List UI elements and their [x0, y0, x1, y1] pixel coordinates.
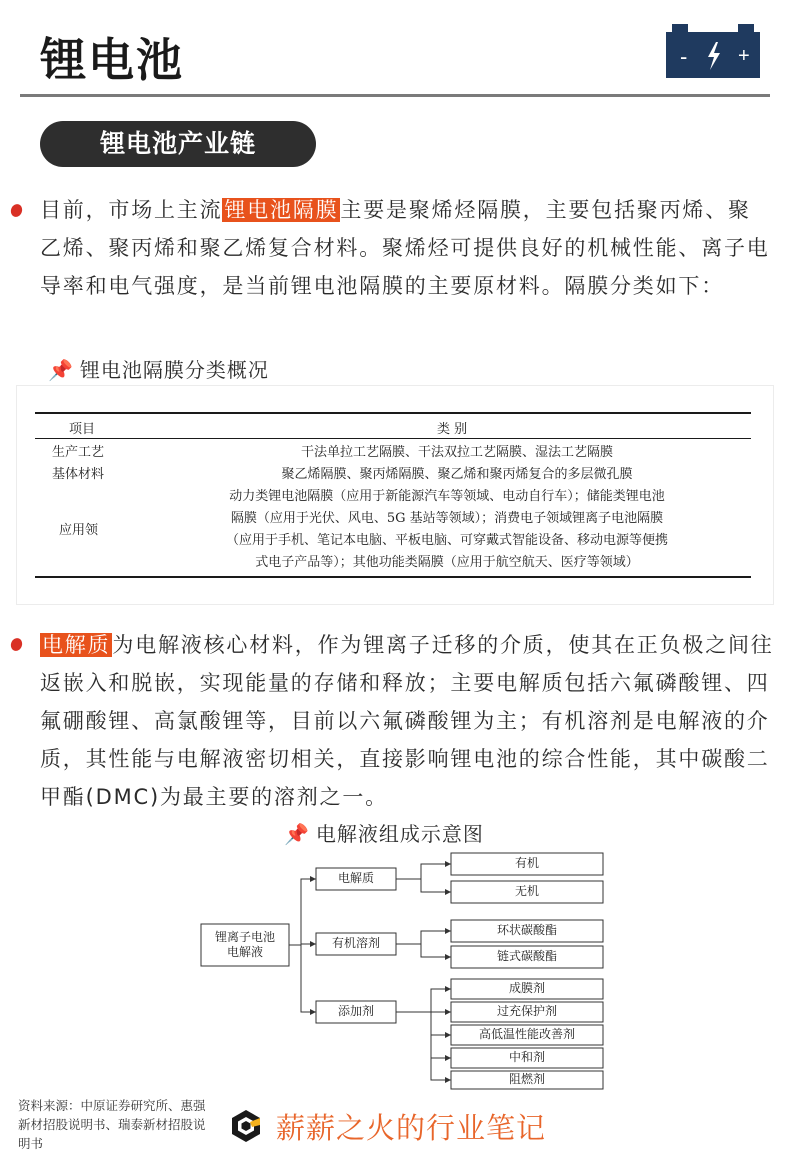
table-row-value-line: 式电子产品等）；其他功能类隔膜（应用于航空航天、医疗等领域）: [255, 555, 639, 570]
diagram-root-node: 锂离子电池 电解液: [214, 930, 275, 959]
paragraph-electrolyte: [40, 626, 774, 816]
paragraph-separator: [40, 191, 770, 305]
paragraph-text: 主要是聚烯烃隔膜，主要包括聚丙烯、聚乙烯、聚丙烯和聚乙烯复合材料。聚烯烃可提供良好的机械性能、离子电导率和电气强度，是当前锂电池隔膜的主要原材料。隔膜分类如下：: [40, 198, 770, 298]
highlight-keyword: 电解质: [42, 633, 111, 657]
bullet-dot-icon: [9, 637, 24, 653]
diagram-leaf-node: 有机: [514, 856, 539, 870]
diagram-leaf-node: 过充保护剂: [496, 1004, 557, 1018]
caption-text: 电解液组成示意图: [315, 822, 484, 846]
pushpin-icon: 📌: [284, 822, 310, 846]
table-bottom-rule: [35, 576, 751, 578]
separator-table: [17, 386, 773, 604]
diagram-branch-node: 有机溶剂: [331, 936, 380, 950]
page-title: 锂电池: [40, 33, 184, 87]
table-row-value: 干法单拉工艺隔膜、干法双拉工艺隔膜、湿法工艺隔膜: [300, 445, 613, 460]
battery-icon: [666, 22, 760, 80]
table-row-value: 聚乙烯隔膜、聚丙烯隔膜、聚乙烯和聚丙烯复合的多层微孔膜: [281, 467, 633, 482]
table-row-label: 基体材料: [52, 467, 105, 482]
table-row-value-line: 动力类锂电池隔膜（应用于新能源汽车等领域、电动自行车）；储能类锂电池: [229, 489, 665, 504]
diagram-branch-node: 电解质: [337, 871, 374, 885]
figure-caption: [48, 354, 269, 383]
highlight-keyword: 锂电池隔膜: [224, 198, 339, 222]
section-pill: 锂电池产业链: [40, 121, 316, 167]
electrolyte-diagram: [183, 852, 607, 1090]
table-header-rule: [35, 438, 751, 439]
table-row-label: 生产工艺: [52, 445, 105, 460]
pushpin-icon: 📌: [48, 358, 74, 382]
caption-text: 锂电池隔膜分类概况: [79, 358, 269, 382]
diagram-leaf-node: 阻燃剂: [508, 1072, 545, 1086]
paragraph-text: 目前，市场上主流: [40, 198, 223, 222]
diagram-leaf-node: 成膜剂: [508, 981, 545, 995]
table-row-label: 应用领: [59, 523, 99, 538]
diagram-branch-node: 添加剂: [337, 1004, 374, 1018]
diagram-leaf-node: 无机: [514, 884, 539, 898]
header-divider: [20, 94, 770, 97]
diagram-leaf-node: 环状碳酸酯: [496, 923, 557, 937]
brand-name: 薪薪之火的行业笔记: [276, 1111, 547, 1145]
table-header: 项目: [69, 422, 96, 437]
figure-caption: [284, 818, 484, 847]
diagram-leaf-node: 链式碳酸酯: [496, 949, 557, 963]
table-top-rule: [35, 412, 751, 414]
diagram-leaf-node: 中和剂: [508, 1050, 545, 1064]
source-note: 资料来源：中原证券研究所、惠强新材招股说明书、瑞泰新材招股说明书: [18, 1098, 206, 1151]
diagram-leaf-node: 高低温性能改善剂: [478, 1027, 575, 1041]
table-row-value-line: 隔膜（应用于光伏、风电、5G 基站等领域）；消费电子领域锂离子电池隔膜: [230, 511, 664, 526]
paragraph-text: 为电解液核心材料，作为锂离子迁移的介质，使其在正负极之间往返嵌入和脱嵌，实现能量的存储和释放；主要电解质包括六氟磷酸锂、四氟硼酸锂、高氯酸锂等，目前以六氟磷酸锂为主；有机溶剂是电解液的介质，其性能与电解液密切相关，直接影响锂电池的综合性能，其中碳酸二甲酯(DMC)为最主要的溶剂之一。: [40, 633, 774, 809]
table-row-value-line: （应用于手机、笔记本电脑、平板电脑、可穿戴式智能设备、移动电源等便携: [225, 533, 668, 548]
bullet-dot-icon: [9, 203, 24, 219]
hexagon-c-logo-icon: [228, 1108, 264, 1144]
battery-plus: +: [738, 45, 750, 67]
table-header: 类 别: [437, 422, 468, 437]
battery-minus: -: [680, 44, 688, 69]
